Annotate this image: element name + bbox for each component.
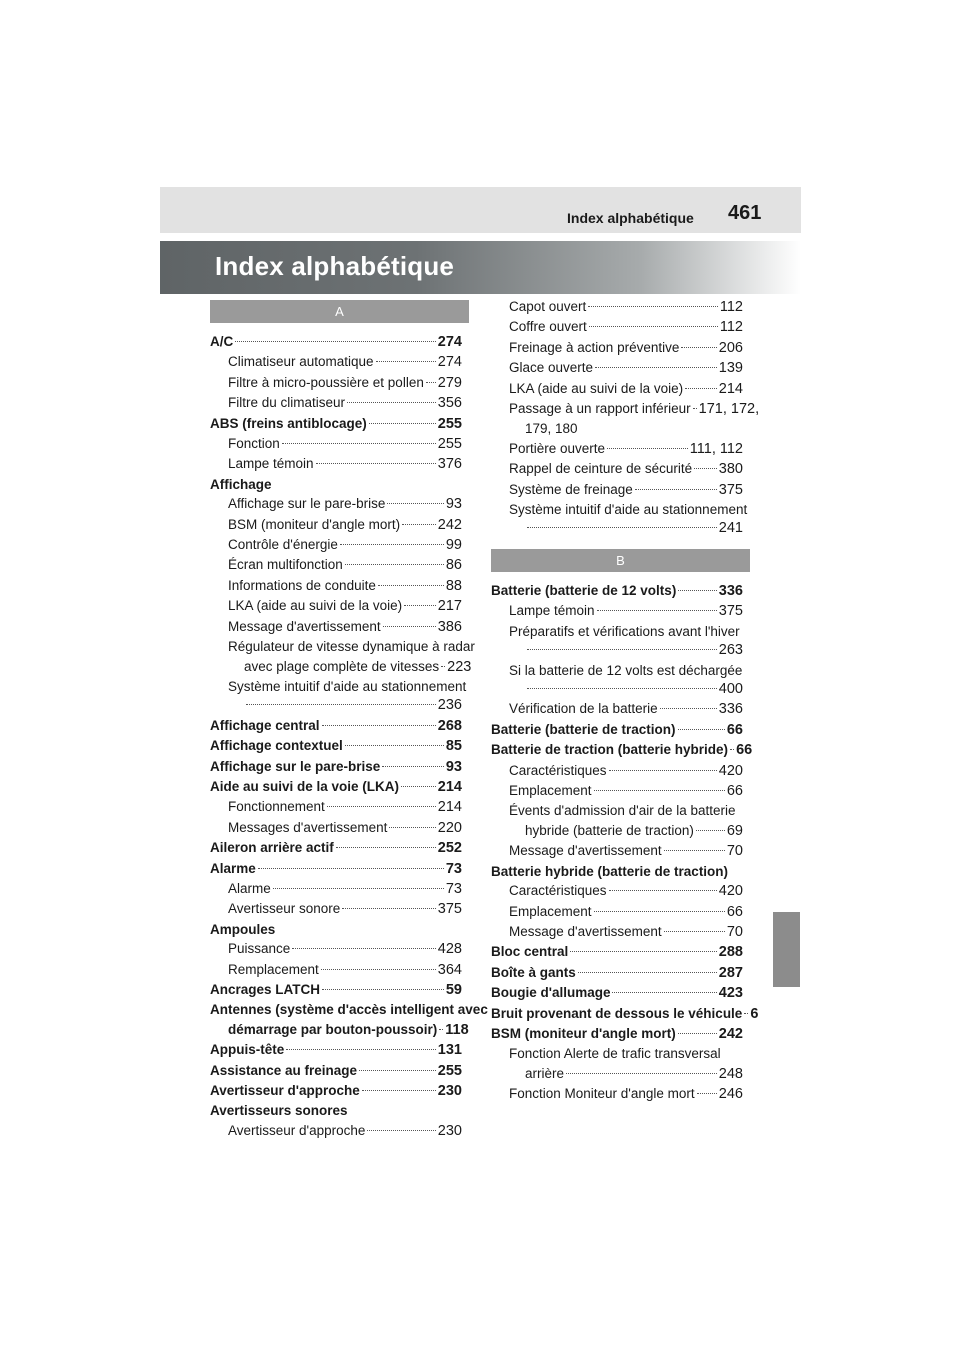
entry-page-ref: 375 <box>718 481 743 498</box>
entry-term: Message d'avertissement <box>228 618 381 634</box>
dot-leader <box>282 443 436 444</box>
index-column-left <box>210 332 488 1141</box>
entry-page-ref: 88 <box>445 577 462 594</box>
dot-leader <box>609 770 717 771</box>
entry-term: Puissance <box>228 941 291 957</box>
index-entry <box>491 399 760 419</box>
dot-leader <box>441 666 445 667</box>
index-entry <box>210 797 462 817</box>
entry-term: Glace ouverte <box>509 360 594 376</box>
index-entry <box>491 317 743 337</box>
dot-leader <box>340 544 444 545</box>
index-entry <box>210 757 462 777</box>
index-entry <box>491 963 743 983</box>
dot-leader <box>402 524 436 525</box>
entry-term: Remplacement <box>228 961 319 977</box>
index-entry <box>210 475 462 494</box>
entry-page-ref: 336 <box>718 583 743 599</box>
entry-term: Lampe témoin <box>509 603 595 619</box>
index-entry <box>210 1101 462 1120</box>
dot-leader <box>401 786 436 787</box>
dot-leader <box>730 749 734 750</box>
entry-page-ref: 356 <box>437 395 462 412</box>
entry-page-ref: 206 <box>718 339 743 356</box>
dot-leader <box>595 367 717 368</box>
index-entry <box>210 1061 462 1081</box>
index-entry <box>210 859 462 879</box>
entry-term: Appuis-tête <box>210 1042 285 1058</box>
index-entry <box>210 332 462 352</box>
entry-page-ref: 59 <box>445 982 462 998</box>
entry-page-ref: 99 <box>445 537 462 554</box>
dot-leader <box>527 527 717 528</box>
page-title: Index alphabétique <box>215 251 455 281</box>
dot-leader <box>594 911 725 912</box>
dot-leader <box>594 790 725 791</box>
entry-page-ref: 288 <box>718 944 743 961</box>
entry-term: Aileron arrière actif <box>210 840 334 856</box>
entry-term: Assistance au freinage <box>210 1062 358 1078</box>
entry-term: Régulateur de vitesse dynamique à radar <box>228 639 475 655</box>
entry-page-ref: 70 <box>726 843 743 860</box>
index-entry <box>491 740 753 760</box>
dot-leader <box>697 1093 717 1094</box>
index-entry <box>491 519 743 538</box>
entry-term: Vérification de la batterie <box>509 701 658 717</box>
entry-term: Avertisseur d'approche <box>210 1083 360 1099</box>
entry-term: Si la batterie de 12 volts est déchargée <box>509 662 743 678</box>
entry-page-ref: 66 <box>726 903 743 920</box>
index-entry <box>210 637 475 656</box>
entry-term: Ampoules <box>210 921 276 937</box>
index-entry <box>491 881 743 901</box>
entry-page-ref: 214 <box>437 778 462 795</box>
index-entry <box>491 1044 743 1063</box>
index-entry <box>491 480 743 500</box>
entry-term: Avertisseur d'approche <box>228 1122 366 1138</box>
entry-page-ref: 380 <box>718 461 743 478</box>
entry-term: arrière <box>525 1065 565 1081</box>
entry-page-ref: 274 <box>437 354 462 371</box>
entry-term: Lampe témoin <box>228 456 314 472</box>
entry-term: Coffre ouvert <box>509 319 587 335</box>
index-entry <box>491 1004 759 1024</box>
index-entry <box>210 515 462 535</box>
index-entry <box>210 596 462 616</box>
entry-term: Boîte à gants <box>491 964 576 980</box>
index-entry <box>491 922 743 942</box>
entry-term: Emplacement <box>509 783 592 799</box>
index-entry <box>491 781 743 801</box>
dot-leader <box>597 610 717 611</box>
entry-term: LKA (aide au suivi de la voie) <box>509 380 684 396</box>
index-entry <box>491 1024 743 1044</box>
entry-term: hybride (batterie de traction) <box>525 822 694 838</box>
dot-leader <box>664 931 725 932</box>
index-entry <box>210 657 472 677</box>
index-entry <box>210 696 462 715</box>
dot-leader <box>588 306 718 307</box>
dot-leader <box>439 1029 443 1030</box>
index-entry <box>210 920 462 939</box>
entry-term: Climatiseur automatique <box>228 354 374 370</box>
entry-term: Système intuitif d'aide au stationnement <box>228 678 467 694</box>
index-entry <box>210 939 462 959</box>
dot-leader <box>681 347 716 348</box>
index-entry <box>210 736 462 756</box>
dot-leader <box>660 708 717 709</box>
dot-leader <box>359 1070 436 1071</box>
entry-term: Contrôle d'énergie <box>228 537 338 553</box>
entry-term: démarrage par bouton-poussoir) <box>228 1021 438 1037</box>
index-entry <box>491 720 743 740</box>
entry-term: Fonction Moniteur d'angle mort <box>509 1086 695 1102</box>
entry-page-ref: 263 <box>718 642 743 659</box>
dot-leader <box>273 888 444 889</box>
entry-page-ref: 252 <box>437 840 462 857</box>
entry-page-ref: 400 <box>718 681 743 698</box>
index-entry <box>491 801 743 820</box>
index-entry <box>491 459 743 479</box>
entry-page-ref: 230 <box>437 1083 462 1100</box>
index-entry <box>210 1081 462 1101</box>
entry-term: Message d'avertissement <box>509 843 662 859</box>
entry-term: Fonction Alerte de trafic transversal <box>509 1046 721 1062</box>
entry-page-ref: 279 <box>437 374 462 391</box>
entry-page-ref: 69 <box>726 822 743 839</box>
index-entry <box>491 1064 743 1084</box>
dot-leader <box>426 382 436 383</box>
index-entry <box>210 1040 462 1060</box>
entry-term: Affichage central <box>210 717 320 733</box>
dot-leader <box>235 341 436 342</box>
index-entry <box>210 960 462 980</box>
dot-leader <box>286 1049 436 1050</box>
entry-page-ref: 93 <box>445 758 462 775</box>
index-entry <box>491 500 748 519</box>
dot-leader <box>378 585 444 586</box>
dot-leader <box>383 626 436 627</box>
entry-term: Batterie (batterie de traction) <box>491 721 676 737</box>
section-header-b: B <box>491 549 750 572</box>
entry-page-ref: 428 <box>437 941 462 958</box>
dot-leader <box>578 972 717 973</box>
entry-term: Caractéristiques <box>509 762 607 778</box>
entry-page-ref: 242 <box>437 516 462 533</box>
entry-term: Alarme <box>210 860 256 876</box>
dot-leader <box>570 951 717 952</box>
running-header-title: Index alphabétique <box>567 210 694 226</box>
index-entry <box>210 1020 469 1040</box>
page-number: 461 <box>728 202 762 224</box>
entry-page-ref: 423 <box>718 985 743 1002</box>
index-column-right-top <box>491 297 760 539</box>
entry-term: Message d'avertissement <box>509 923 662 939</box>
entry-term: Informations de conduite <box>228 577 376 593</box>
index-entry <box>210 535 462 555</box>
entry-term: Affichage sur le pare-brise <box>228 496 386 512</box>
dot-leader <box>362 1090 436 1091</box>
index-entry <box>491 358 743 378</box>
entry-term: 179, 180 <box>525 421 578 437</box>
dot-leader <box>612 992 716 993</box>
entry-term: Freinage à action préventive <box>509 339 680 355</box>
index-entry <box>210 555 462 575</box>
entry-term: Passage à un rapport inférieur <box>509 401 691 417</box>
dot-leader <box>316 463 436 464</box>
entry-page-ref: 112 <box>719 299 743 315</box>
dot-leader <box>322 725 436 726</box>
entry-term: Aide au suivi de la voie (LKA) <box>210 778 400 794</box>
dot-leader <box>404 605 436 606</box>
index-entry <box>491 439 743 459</box>
dot-leader <box>258 868 444 869</box>
entry-page-ref: 376 <box>437 456 462 473</box>
dot-leader <box>609 890 717 891</box>
dot-leader <box>696 830 725 831</box>
index-entry <box>491 761 743 781</box>
entry-page-ref: 236 <box>437 697 462 714</box>
entry-term: Messages d'avertissement <box>228 819 388 835</box>
dot-leader <box>589 326 718 327</box>
dot-leader <box>678 729 725 730</box>
dot-leader <box>345 745 444 746</box>
index-entry <box>210 980 462 1000</box>
dot-leader <box>566 1073 717 1074</box>
entry-term: Filtre du climatiseur <box>228 395 346 411</box>
index-entry <box>210 373 462 393</box>
index-entry <box>491 983 743 1003</box>
dot-leader <box>389 827 435 828</box>
index-entry <box>491 419 743 438</box>
entry-page-ref: 241 <box>718 520 743 537</box>
entry-page-ref: 73 <box>445 860 462 877</box>
header-strip <box>160 187 801 233</box>
index-entry <box>210 879 462 899</box>
index-entry <box>491 581 743 601</box>
index-entry <box>210 617 462 637</box>
dot-leader <box>321 969 436 970</box>
entry-term: Rappel de ceinture de sécurité <box>509 461 693 477</box>
chapter-thumb-tab <box>773 912 800 987</box>
index-entry <box>210 677 467 696</box>
entry-term: Affichage contextuel <box>210 738 343 754</box>
entry-page-ref: 217 <box>437 598 462 615</box>
index-entry <box>210 576 462 596</box>
index-entry <box>491 821 743 841</box>
entry-page-ref: 420 <box>718 762 743 779</box>
entry-page-ref: 86 <box>445 557 462 574</box>
entry-term: Filtre à micro-poussière et pollen <box>228 374 424 390</box>
index-entry <box>210 414 462 434</box>
index-entry <box>210 716 462 736</box>
dot-leader <box>246 704 436 705</box>
entry-page-ref: 255 <box>437 436 462 453</box>
entry-term: Affichage <box>210 476 272 492</box>
entry-page-ref: 214 <box>718 380 743 397</box>
entry-term: Fonction <box>228 436 280 452</box>
index-entry <box>210 838 462 858</box>
index-entry <box>491 841 743 861</box>
entry-term: avec plage complète de vitesses <box>244 658 440 674</box>
entry-page-ref: 131 <box>437 1042 462 1059</box>
entry-page-ref: 85 <box>445 738 462 755</box>
entry-term: Bougie d'allumage <box>491 985 611 1001</box>
dot-leader <box>292 948 436 949</box>
entry-page-ref: 268 <box>437 717 462 734</box>
index-entry <box>491 379 743 399</box>
index-entry <box>491 661 743 680</box>
index-entry <box>491 601 743 621</box>
entry-page-ref: 375 <box>718 603 743 620</box>
entry-page-ref: 364 <box>437 961 462 978</box>
index-entry <box>210 777 462 797</box>
entry-page-ref: 287 <box>718 964 743 981</box>
index-entry <box>210 393 462 413</box>
dot-leader <box>336 847 436 848</box>
dot-leader <box>382 766 444 767</box>
entry-page-ref: 230 <box>437 1122 462 1139</box>
entry-page-ref: 70 <box>726 923 743 940</box>
index-entry <box>491 902 743 922</box>
entry-page-ref: 73 <box>445 880 462 897</box>
entry-page-ref: 66 <box>736 742 753 759</box>
entry-term: Préparatifs et vérifications avant l'hiver <box>509 623 740 639</box>
dot-leader <box>327 806 436 807</box>
index-entry <box>210 352 462 372</box>
entry-page-ref: 242 <box>718 1025 743 1042</box>
entry-term: Capot ouvert <box>509 299 587 314</box>
entry-page-ref: 6 <box>750 1005 759 1022</box>
dot-leader <box>527 688 717 689</box>
entry-term: Alarme <box>228 880 271 896</box>
entry-term: LKA (aide au suivi de la voie) <box>228 598 403 614</box>
entry-term: BSM (moniteur d'angle mort) <box>491 1025 676 1041</box>
entry-term: Évents d'admission d'air de la batterie <box>509 803 736 819</box>
dot-leader <box>347 402 436 403</box>
dot-leader <box>678 590 716 591</box>
index-entry <box>491 699 743 719</box>
index-entry <box>210 454 462 474</box>
dot-leader <box>685 388 717 389</box>
entry-term: A/C <box>210 334 234 349</box>
dot-leader <box>345 564 444 565</box>
dot-leader <box>694 468 717 469</box>
index-entry <box>491 1084 743 1104</box>
index-entry <box>210 434 462 454</box>
index-entry <box>491 622 743 641</box>
entry-page-ref: 66 <box>726 721 743 738</box>
entry-term: Batterie hybride (batterie de traction) <box>491 863 729 879</box>
index-entry <box>491 680 743 699</box>
entry-page-ref: 246 <box>718 1086 743 1103</box>
entry-page-ref: 386 <box>437 618 462 635</box>
entry-term: ABS (freins antiblocage) <box>210 415 367 431</box>
index-entry <box>491 942 743 962</box>
dot-leader <box>369 423 436 424</box>
entry-term: Batterie de traction (batterie hybride) <box>491 742 729 758</box>
dot-leader <box>367 1130 435 1131</box>
dot-leader <box>635 489 717 490</box>
dot-leader <box>607 448 688 449</box>
entry-page-ref: 66 <box>726 783 743 800</box>
entry-term: Caractéristiques <box>509 883 607 899</box>
index-entry <box>210 818 462 838</box>
entry-page-ref: 118 <box>445 1021 469 1038</box>
index-entry <box>210 1000 488 1019</box>
entry-page-ref: 274 <box>437 334 462 350</box>
entry-page-ref: 248 <box>718 1065 743 1082</box>
entry-term: Affichage sur le pare-brise <box>210 758 381 774</box>
index-entry <box>210 494 462 514</box>
dot-leader <box>678 1033 717 1034</box>
entry-term: Écran multifonction <box>228 557 343 573</box>
entry-page-ref: 111, 112 <box>689 440 743 457</box>
dot-leader <box>322 989 444 990</box>
index-entry <box>491 338 743 358</box>
dot-leader <box>664 850 725 851</box>
entry-page-ref: 420 <box>718 883 743 900</box>
index-column-right-bottom <box>491 581 759 1105</box>
entry-page-ref: 139 <box>718 360 743 377</box>
entry-page-ref: 255 <box>437 1062 462 1079</box>
dot-leader <box>693 408 697 409</box>
entry-term: Bruit provenant de dessous le véhicule <box>491 1005 743 1021</box>
entry-page-ref: 220 <box>437 819 462 836</box>
dot-leader <box>387 503 444 504</box>
dot-leader <box>376 361 436 362</box>
entry-page-ref: 336 <box>718 701 743 718</box>
entry-term: Emplacement <box>509 903 592 919</box>
dot-leader <box>342 908 435 909</box>
entry-page-ref: 93 <box>445 496 462 513</box>
index-entry <box>491 297 743 317</box>
entry-term: BSM (moniteur d'angle mort) <box>228 516 401 532</box>
index-entry <box>210 899 462 919</box>
section-header-a: A <box>210 300 469 323</box>
entry-term: Batterie (batterie de 12 volts) <box>491 583 677 598</box>
entry-term: Portière ouverte <box>509 440 606 456</box>
index-entry <box>491 862 743 881</box>
index-entry <box>491 641 743 660</box>
entry-term: Fonctionnement <box>228 799 325 815</box>
entry-term: Avertisseurs sonores <box>210 1103 348 1119</box>
entry-term: Système intuitif d'aide au stationnement <box>509 502 748 518</box>
entry-page-ref: 214 <box>437 799 462 816</box>
entry-term: Avertisseur sonore <box>228 901 341 917</box>
entry-term: Antennes (système d'accès intelligent avec <box>210 1002 488 1018</box>
dot-leader <box>527 649 717 650</box>
dot-leader <box>744 1013 748 1014</box>
index-entry <box>210 1121 462 1141</box>
entry-term: Bloc central <box>491 944 569 960</box>
entry-page-ref: 112 <box>719 319 743 336</box>
entry-term: Système de freinage <box>509 481 633 497</box>
entry-term: Ancrages LATCH <box>210 982 321 997</box>
entry-page-ref: 255 <box>437 415 462 432</box>
entry-page-ref: 223 <box>447 658 472 675</box>
entry-page-ref: 171, 172, <box>698 401 760 418</box>
entry-page-ref: 375 <box>437 901 462 918</box>
